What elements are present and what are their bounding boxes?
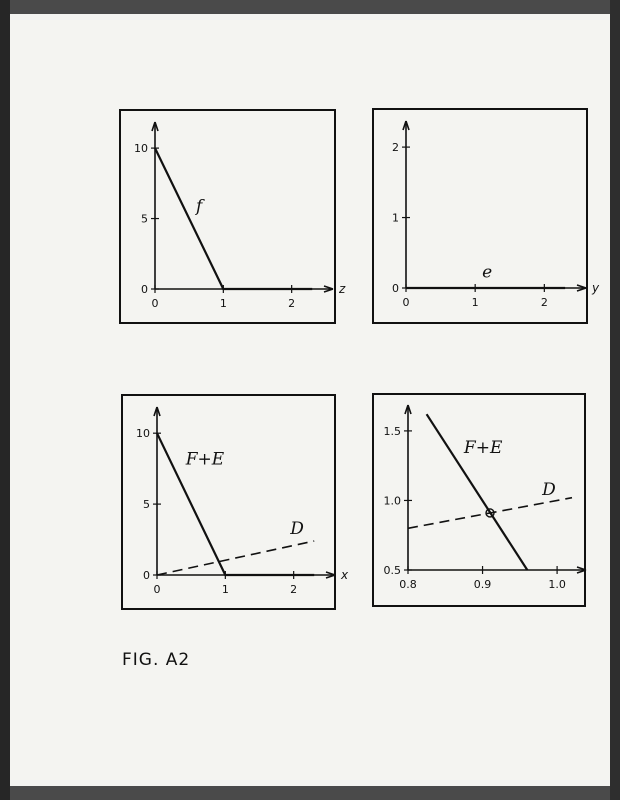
y-tick-label: 10 xyxy=(134,142,148,156)
series-label: e xyxy=(482,262,493,283)
chart-top-right xyxy=(372,108,600,324)
y-tick-label: 10 xyxy=(136,427,150,441)
y-tick-label: 1.5 xyxy=(383,424,401,438)
series-line xyxy=(155,148,312,289)
x-tick-label: 0.9 xyxy=(473,578,492,591)
y-tick-label: 5 xyxy=(141,212,148,226)
x-tick-label: 0.8 xyxy=(399,578,417,591)
x-tick-label: 1 xyxy=(471,296,479,309)
chart-top-left xyxy=(119,109,346,324)
x-tick-label: 2 xyxy=(540,296,548,309)
plot-frame xyxy=(373,109,587,323)
x-tick-label: 1 xyxy=(221,583,229,596)
scan-border-right xyxy=(610,0,620,800)
y-tick-label: 2 xyxy=(392,141,399,155)
series-line xyxy=(408,498,572,529)
chart-bottom-right xyxy=(372,393,586,607)
y-tick-label: 0.5 xyxy=(383,564,401,577)
x-axis-label: y xyxy=(592,281,600,295)
y-tick-label: 5 xyxy=(143,498,150,512)
figure-caption: FIG. A2 xyxy=(122,650,191,670)
series-label: f xyxy=(196,196,203,217)
series-label: F+E xyxy=(185,449,225,470)
series-line xyxy=(157,433,314,575)
x-tick-label: 2 xyxy=(290,583,298,596)
y-tick-label: 1 xyxy=(392,211,399,225)
x-tick-label: 2 xyxy=(288,297,296,310)
chart-bottom-left xyxy=(121,394,349,610)
y-tick-label: 0 xyxy=(143,569,150,582)
plot-frame xyxy=(122,395,335,609)
plot-frame xyxy=(120,110,335,323)
series-label: D xyxy=(290,518,304,539)
series-line xyxy=(157,541,314,575)
x-tick-label: 0 xyxy=(151,297,159,310)
x-tick-label: 0 xyxy=(402,296,410,309)
y-tick-label: 0 xyxy=(141,283,148,296)
series-label: F+E xyxy=(463,438,503,459)
scan-border-left xyxy=(0,0,10,800)
x-tick-label: 1 xyxy=(219,297,227,310)
x-tick-label: 1.0 xyxy=(548,578,566,591)
x-axis-label: x xyxy=(341,568,349,582)
x-tick-label: 0 xyxy=(153,583,161,596)
y-tick-label: 1.0 xyxy=(383,494,401,508)
series-label: D xyxy=(542,479,556,500)
x-axis-label: z xyxy=(339,282,346,296)
y-tick-label: 0 xyxy=(392,282,399,295)
